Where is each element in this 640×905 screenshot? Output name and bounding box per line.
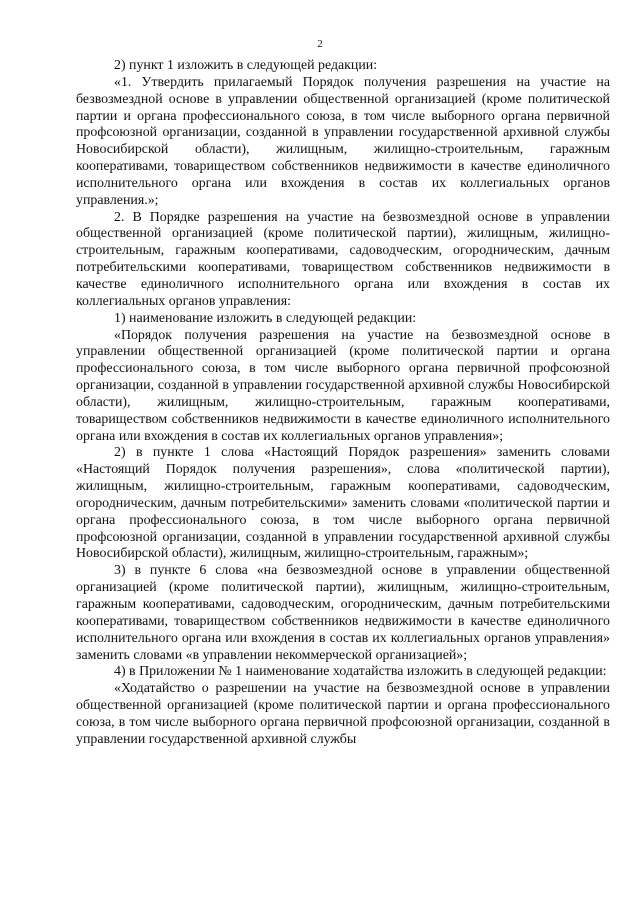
paragraph-subitem-4-text: «Ходатайство о разрешении на участие на безвозмездной основе в управлении общественной организацией (кроме политической партии и органа профессионального союза, в том числе выборного органа первичной профсоюзной организации, созданной в управлении государственной архивной службы	[76, 681, 610, 747]
paragraph-subitem-1-text: «Порядок получения разрешения на участие на безвозмездной основе в управлении общественной организацией (кроме политической партии и органа профессионального союза, в том числе выборного органа первичной профсоюзной организации, созданной в управлении государственной архивной службы Новосибирской области), жилищным, жилищно-строительным, гаражным кооперативами, товариществом собственников недвижимости в качестве единоличного исполнительного органа или вхождения в состав их коллегиальных органов управления»;	[76, 327, 610, 444]
document-body	[76, 58, 610, 749]
page-number: 2	[317, 38, 323, 50]
paragraph-subitem-3: 3) в пункте 6 слова «на безвозмездной основе в управлении общественной организацией (кроме политической партии), жилищным, жилищно-строительным, гаражным кооперативами, садоводческим, огородническим, дачным потребительскими кооперативами, товариществом собственников недвижимости в качестве единоличного исполнительного органа или вхождения в состав их коллегиальных органов управления» заменить словами «в управлении некоммерческой организацией»;	[76, 563, 610, 663]
paragraph-subitem-1: 1) наименование изложить в следующей редакции:	[114, 310, 417, 326]
paragraph-subitem-4: 4) в Приложении № 1 наименование ходатайства изложить в следующей редакции:	[114, 664, 607, 680]
paragraph-item-1-heading: 2) пункт 1 изложить в следующей редакции:	[114, 58, 378, 73]
paragraph-item-1-text: «1. Утвердить прилагаемый Порядок получения разрешения на участие на безвозмездной основе в управлении общественной организацией (кроме политической партии и органа профессионального союза, в том числе выборного органа первичной профсоюзной организации, созданной в управлении государственной архивной службы Новосибирской области), жилищным, жилищно-строительным, гаражным кооперативами, товариществом собственников недвижимости в качестве единоличного исполнительного органа или вхождения в состав их коллегиальных органов управления.»;	[76, 74, 610, 208]
paragraph-section-2: 2. В Порядке разрешения на участие на безвозмездной основе в управлении общественной организацией (кроме политической партии), жилищным, жилищно-строительным, гаражным кооперативами, садоводческим, огородническим, дачным потребительскими кооперативами, товариществом собственников недвижимости в качестве единоличного исполнительного органа или вхождения в состав их коллегиальных органов управления:	[76, 209, 610, 309]
paragraph-subitem-2: 2) в пункте 1 слова «Настоящий Порядок разрешения» заменить словами «Настоящий Порядок получения разрешения», слова «политической партии), жилищным, жилищно-строительным, гаражным кооперативами, садоводческим, огородническим, дачным потребительскими» заменить словами «политической партии и органа профессионального союза, в том числе выборного органа первичной профсоюзной организации, созданной в управлении государственной архивной службы Новосибирской области), жилищным, жилищно-строительным, гаражным»;	[76, 445, 610, 562]
